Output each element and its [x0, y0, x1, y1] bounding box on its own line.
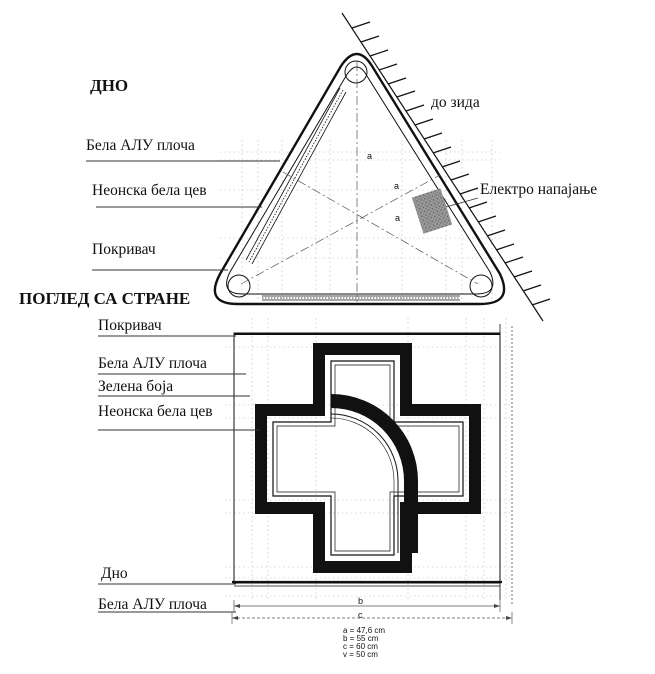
- heading-side-view: ПОГЛЕД СА СТРАНЕ: [19, 289, 191, 308]
- label-to-wall: до зида: [431, 94, 480, 111]
- label-side-white-alu-plate-bottom: Бела АЛУ плоча: [98, 596, 207, 613]
- dimension-a-low: a: [395, 213, 401, 223]
- dimension-a-mid: a: [394, 181, 400, 191]
- cross-curved-tube-inner: [331, 418, 394, 553]
- legend-line-a: a = 47,6 cm: [343, 626, 386, 635]
- label-side-cover: Покривач: [98, 317, 162, 334]
- legend-line-v: v = 50 cm: [343, 650, 378, 659]
- legend-line-b: b = 55 cm: [343, 634, 379, 643]
- label-white-alu-plate: Бела АЛУ плоча: [86, 137, 195, 154]
- label-side-bottom: Дно: [101, 565, 128, 582]
- dimension-legend: [343, 627, 385, 659]
- label-side-white-alu-plate: Бела АЛУ плоча: [98, 355, 207, 372]
- dimension-c: c: [358, 610, 363, 620]
- legend-line-c: c = 60 cm: [343, 642, 378, 651]
- cross-black-border: [255, 343, 481, 573]
- cross-symbol: [255, 343, 481, 573]
- label-green-color: Зелена боја: [98, 378, 174, 395]
- dimension-arrows: [232, 604, 512, 620]
- label-cover: Покривач: [92, 241, 156, 258]
- dimension-a-top: a: [367, 151, 373, 161]
- dimension-b: b: [358, 596, 364, 606]
- heading-bottom: ДНО: [90, 76, 129, 95]
- label-power-supply: Електро напајање: [480, 181, 598, 198]
- label-neon-white-tube: Неонска бела цев: [92, 182, 207, 199]
- label-side-neon-white-tube: Неонска бела цев: [98, 403, 213, 420]
- cross-neon-tube: [277, 365, 459, 551]
- cross-inner-outline: [273, 361, 463, 555]
- cross-curved-band: [331, 394, 418, 553]
- construction-grid: [220, 140, 510, 600]
- dimension-lines: [232, 600, 512, 624]
